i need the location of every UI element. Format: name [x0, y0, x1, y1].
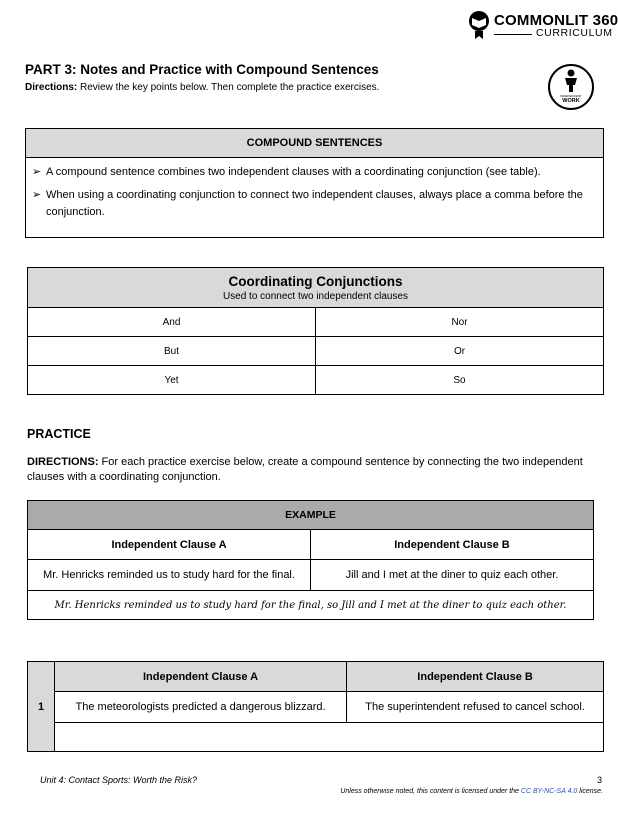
badge-top-text: INDEPENDENT	[560, 94, 582, 98]
book-icon	[466, 10, 492, 40]
directions-text: Review the key points below. Then complete the practice exercises.	[77, 82, 380, 93]
logo-divider	[494, 34, 532, 35]
example-answer: Mr. Henricks reminded us to study hard for the final, so Jill and I met at the diner to quiz each other.	[28, 591, 594, 620]
bullet-text: When using a coordinating conjunction to connect two independent clauses, always place a comma before the conjunction.	[46, 189, 583, 218]
section-directions	[25, 82, 379, 93]
table-cell: Nor	[316, 308, 604, 337]
table-row	[28, 337, 604, 366]
badge-bottom-text: WORK	[562, 98, 580, 104]
independent-work-badge	[548, 64, 594, 110]
brand-subtitle: CURRICULUM	[536, 27, 613, 39]
column-header-b: Independent Clause B	[311, 530, 594, 560]
person-icon	[563, 69, 579, 93]
page-number: 3	[597, 775, 603, 785]
notes-bullet	[32, 187, 595, 221]
practice-directions-text: For each practice exercise below, create a compound sentence by connecting the two independent clauses with a coordinating conjunction.	[27, 456, 583, 483]
table-cell: And	[28, 308, 316, 337]
practice-heading: PRACTICE	[27, 427, 91, 441]
table-cell: So	[316, 366, 604, 395]
exercise-clause-b: The superintendent refused to cancel school.	[347, 692, 604, 723]
table-cell: Yet	[28, 366, 316, 395]
conjunctions-header	[28, 268, 604, 308]
example-clause-b: Jill and I met at the diner to quiz each other.	[311, 560, 594, 591]
column-header-a: Independent Clause A	[55, 662, 347, 692]
exercise-number: 1	[28, 662, 55, 752]
exercise-clause-a: The meteorologists predicted a dangerous blizzard.	[55, 692, 347, 723]
practice-directions	[27, 455, 587, 485]
conjunctions-table	[27, 267, 604, 395]
commonlit-logo	[466, 10, 618, 44]
footer-unit: Unit 4: Contact Sports: Worth the Risk?	[40, 775, 198, 785]
section-title: PART 3: Notes and Practice with Compound Sentences	[25, 62, 379, 77]
license-text: Unless otherwise noted, this content is licensed under the	[340, 788, 521, 795]
exercise-answer-field[interactable]	[55, 723, 604, 752]
table-row	[28, 308, 604, 337]
license-text-end: license.	[577, 788, 603, 795]
example-table	[27, 500, 594, 620]
conjunctions-subtitle: Used to connect two independent clauses	[222, 291, 409, 302]
column-header-b: Independent Clause B	[347, 662, 604, 692]
arrow-bullet-icon: ➢	[32, 166, 42, 178]
practice-directions-label: DIRECTIONS:	[27, 456, 99, 468]
example-heading: EXAMPLE	[28, 501, 594, 530]
table-cell: But	[28, 337, 316, 366]
table-cell: Or	[316, 337, 604, 366]
column-header-a: Independent Clause A	[28, 530, 311, 560]
directions-label: Directions:	[25, 82, 78, 93]
notes-heading: COMPOUND SENTENCES	[26, 129, 604, 158]
notes-bullet	[32, 164, 595, 181]
compound-sentences-box	[25, 128, 604, 238]
exercise-1-table	[27, 661, 604, 752]
arrow-bullet-icon: ➢	[32, 189, 42, 201]
example-clause-a: Mr. Henricks reminded us to study hard for the final.	[28, 560, 311, 591]
bullet-text: A compound sentence combines two independent clauses with a coordinating conjunction (see table).	[46, 166, 541, 178]
conjunctions-title: Coordinating Conjunctions	[228, 274, 403, 289]
notes-body	[26, 158, 604, 238]
license-notice	[340, 788, 603, 795]
brand-name: COMMONLIT 360	[494, 12, 618, 29]
license-link[interactable]: CC BY-NC-SA 4.0	[520, 788, 578, 795]
table-row	[28, 366, 604, 395]
